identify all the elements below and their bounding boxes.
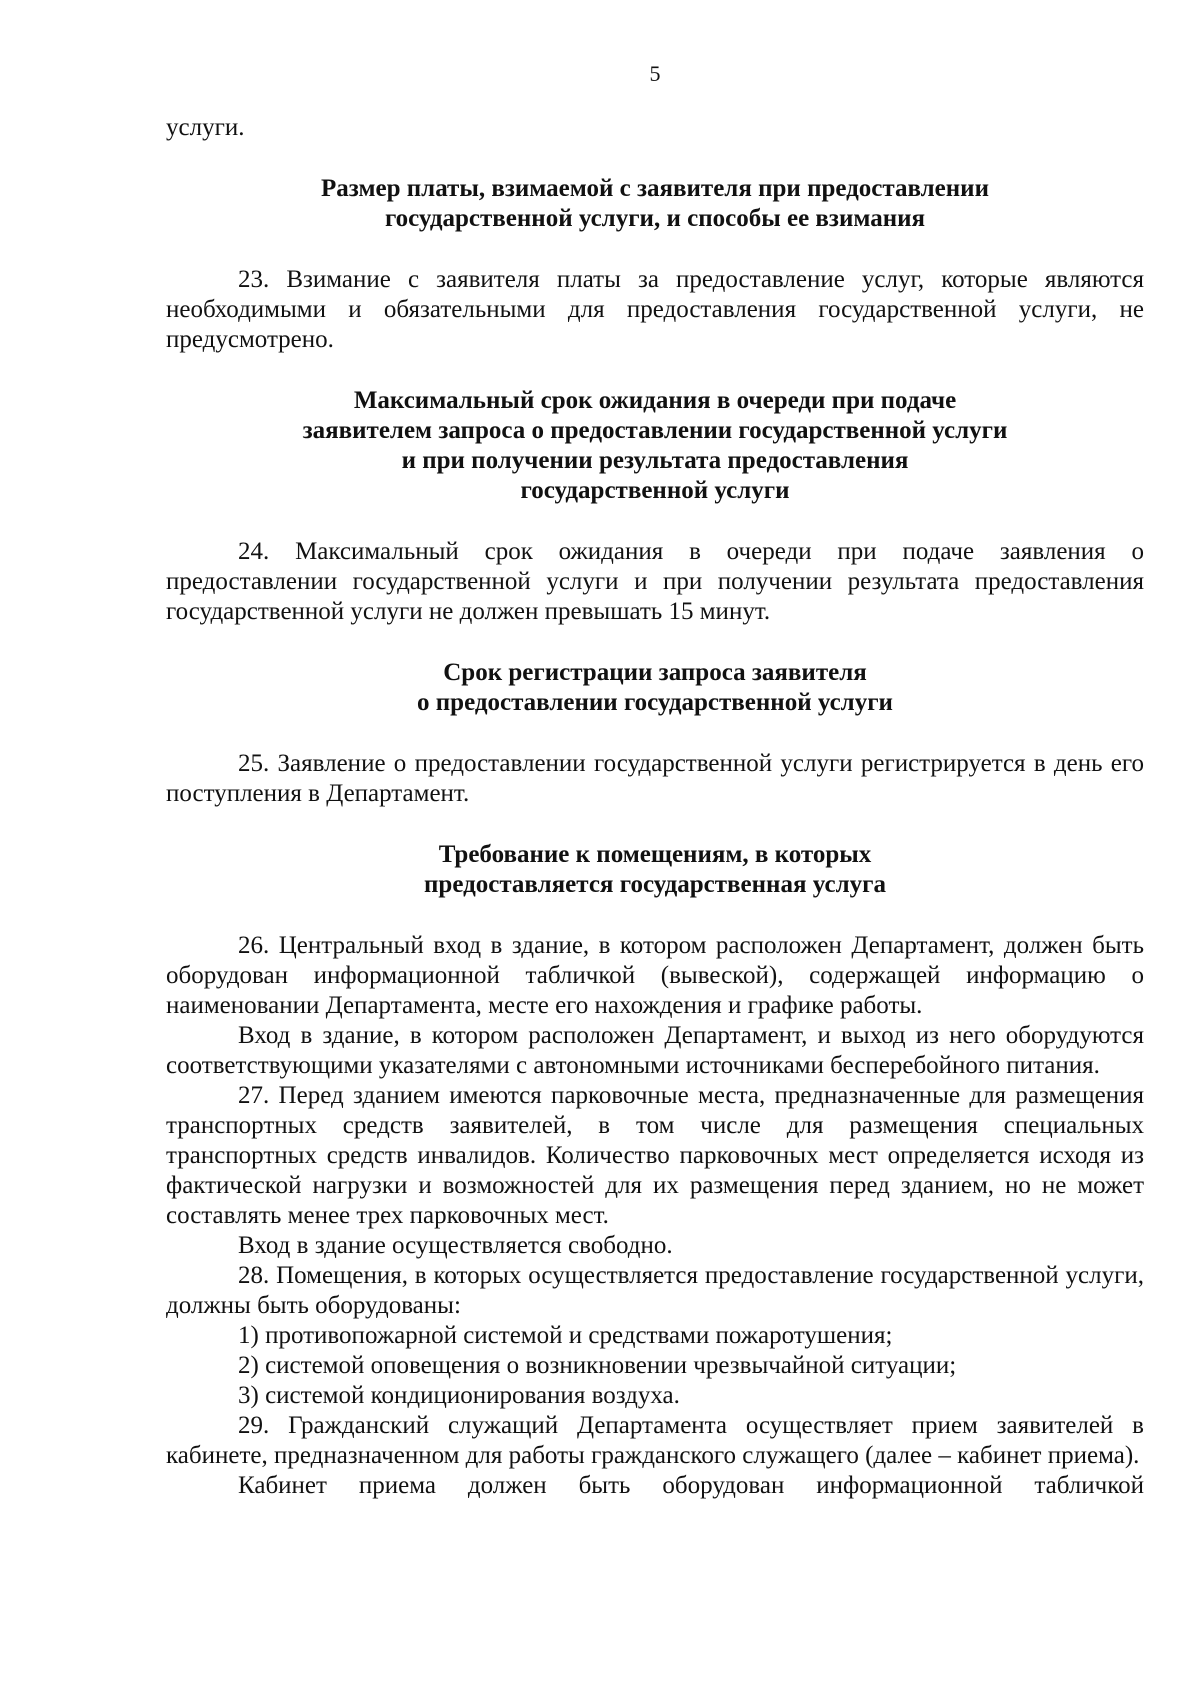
heading-registration-line-2: о предоставлении государственной услуги <box>417 689 893 716</box>
paragraph-27: 27. Перед зданием имеются парковочные места, предназначенные для размещения транспортных средств заявителей, в том числе для размещения специальных транспортных средств инвалидов. Количество парковочных мест определяется исходя из фактической нагрузки и возможностей для их размещения перед зданием, но не может составлять менее трех парковочных мест. <box>166 1082 1144 1229</box>
list-item: 2) системой оповещения о возникновении чрезвычайной ситуации; <box>238 1352 957 1379</box>
heading-queue-line-4: государственной услуги <box>520 477 790 504</box>
paragraph-28: 28. Помещения, в которых осуществляется предоставление государственной услуги, должны быть оборудованы: <box>166 1262 1144 1319</box>
paragraph-25: 25. Заявление о предоставлении государственной услуги регистрируется в день его поступления в Департамент. <box>166 750 1144 807</box>
heading-premises <box>166 840 1144 900</box>
heading-queue-line-2: заявителем запроса о предоставлении государственной услуги <box>302 417 1008 444</box>
list-item: 1) противопожарной системой и средствами пожаротушения; <box>238 1322 893 1349</box>
paragraph-27-access: Вход в здание осуществляется свободно. <box>238 1232 673 1259</box>
lead-text: услуги. <box>166 114 245 141</box>
heading-queue-line-3: и при получении результата предоставления <box>401 447 909 474</box>
paragraph-29-cabinet: Кабинет приема должен быть оборудован информационной табличкой <box>238 1472 1144 1499</box>
heading-registration-line-1: Срок регистрации запроса заявителя <box>443 659 867 686</box>
paragraph-26-entrance: Вход в здание, в котором расположен Департамент, и выход из него оборудуются соответствующими указателями с автономными источниками бесперебойного питания. <box>166 1022 1144 1079</box>
paragraph-23: 23. Взимание с заявителя платы за предоставление услуг, которые являются необходимыми и обязательными для предоставления государственной услуги, не предусмотрено. <box>166 266 1144 353</box>
heading-fee-line-1: Размер платы, взимаемой с заявителя при предоставлении <box>321 175 989 202</box>
list-item: 3) системой кондиционирования воздуха. <box>238 1382 680 1409</box>
paragraph-29: 29. Гражданский служащий Департамента осуществляет прием заявителей в кабинете, предназначенном для работы гражданского служащего (далее – кабинет приема). <box>166 1412 1144 1469</box>
heading-premises-line-2: предоставляется государственная услуга <box>424 871 886 898</box>
heading-fee-line-2: государственной услуги, и способы ее взимания <box>384 205 926 232</box>
heading-queue-line-1: Максимальный срок ожидания в очереди при подаче <box>353 387 957 414</box>
heading-queue <box>166 386 1144 506</box>
heading-registration <box>166 658 1144 718</box>
paragraph-26: 26. Центральный вход в здание, в котором расположен Департамент, должен быть оборудован информационной табличкой (вывеской), содержащей информацию о наименовании Департамента, месте его нахождения и графике работы. <box>166 932 1144 1019</box>
document-page <box>166 60 1144 1501</box>
paragraph-24: 24. Максимальный срок ожидания в очереди при подаче заявления о предоставлении государственной услуги и при получении результата предоставления государственной услуги не должен превышать 15 минут. <box>166 538 1144 625</box>
heading-premises-line-1: Требование к помещениям, в которых <box>438 841 872 868</box>
heading-fee <box>166 174 1144 234</box>
page-number: 5 <box>649 61 661 86</box>
